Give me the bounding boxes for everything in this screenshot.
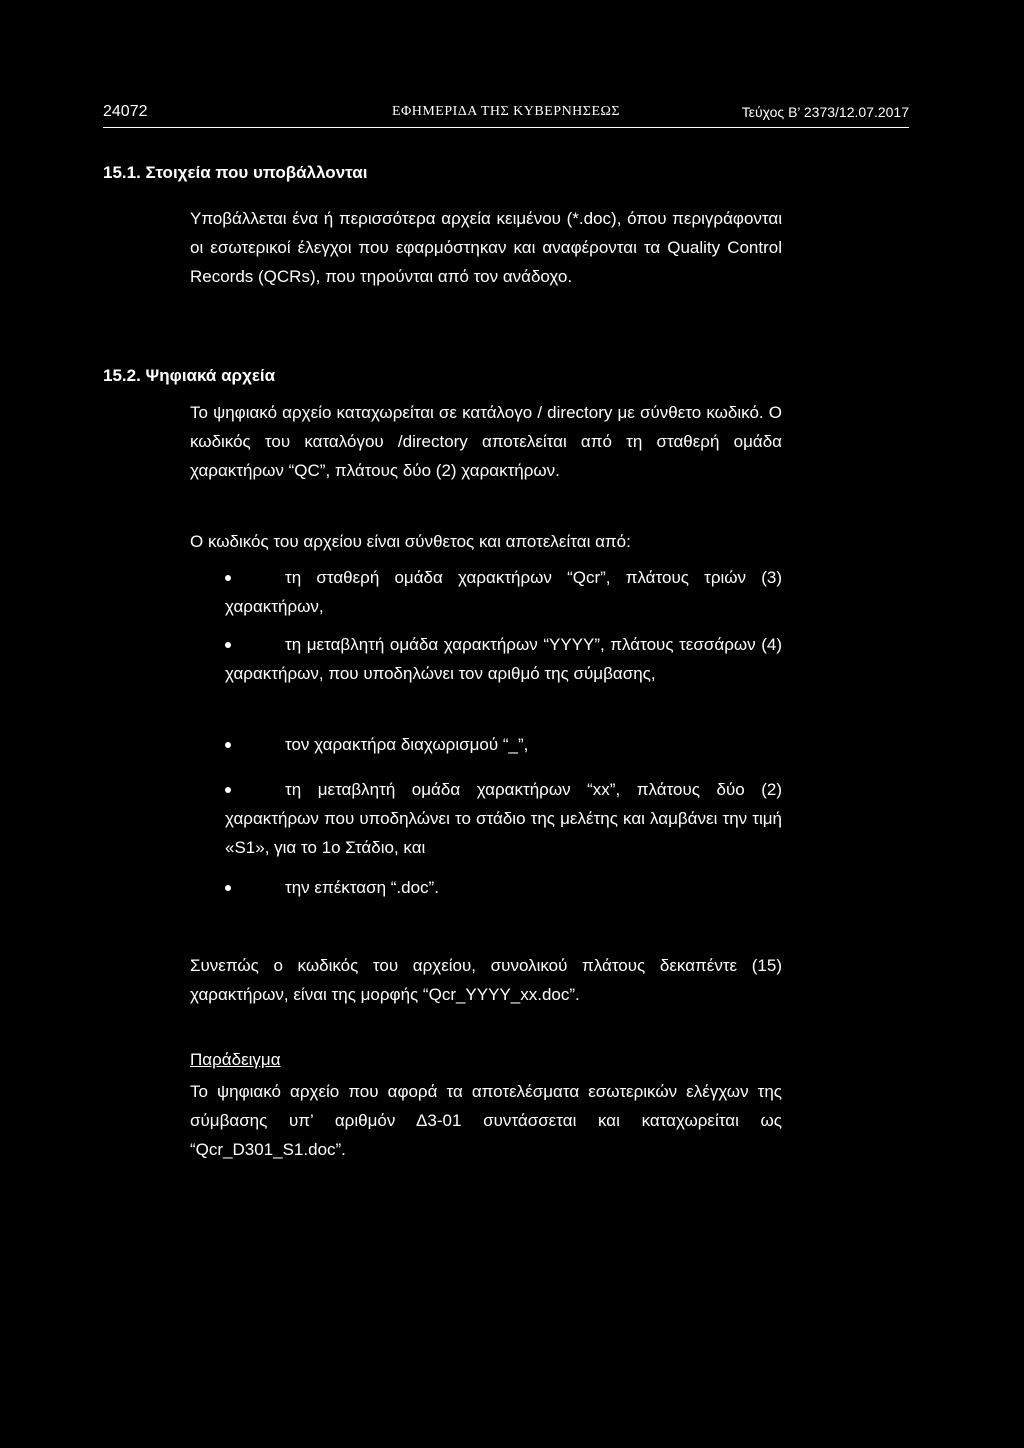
gazette-title: ΕΦΗΜΕΡΙΔΑ ΤΗΣ ΚΥΒΕΡΝΗΣΕΩΣ (391, 104, 621, 119)
example-label: Παράδειγμα (190, 1050, 281, 1069)
list-item-text: τη μεταβλητή ομάδα χαρακτήρων “YYYY”, πλάτους τεσσάρων (4) χαρακτήρων, που υποδηλώνει τον αριθμό της σύμβασης, (225, 635, 782, 683)
list-item-text: τη σταθερή ομάδα χαρακτήρων “Qcr”, πλάτους τριών (3) χαρακτήρων, (225, 568, 782, 616)
list-item-text: τον χαρακτήρα διαχωρισμού “_”, (285, 735, 529, 754)
section-heading-15-2: 15.2. Ψηφιακά αρχεία (103, 366, 276, 385)
bullet-icon (225, 742, 231, 748)
list-item (190, 563, 782, 621)
bullet-icon (225, 575, 231, 581)
list-item (190, 873, 782, 902)
summary-paragraph: Συνεπώς ο κωδικός του αρχείου, συνολικού πλάτους δεκαπέντε (15) χαρακτήρων, είναι της μορφής “Qcr_YYYY_xx.doc”. (190, 956, 782, 1004)
list-item (190, 730, 782, 759)
list-item (190, 630, 782, 688)
issue-info: Τεύχος Β’ 2373/12.07.2017 (741, 104, 909, 120)
list-item-text: τη μεταβλητή ομάδα χαρακτήρων “xx”, πλάτους δύο (2) χαρακτήρων που υποδηλώνει το στάδιο της μελέτης και λαμβάνει την τιμή «S1», για το 1ο Στάδιο, και (225, 780, 782, 857)
bullet-icon (225, 642, 231, 648)
bullet-icon (225, 885, 231, 891)
bullet-icon (225, 787, 231, 793)
list-intro: Ο κωδικός του αρχείου είναι σύνθετος και αποτελείται από: (190, 532, 631, 551)
list-item-text: την επέκταση “.doc”. (285, 878, 439, 897)
example-paragraph: Το ψηφιακό αρχείο που αφορά τα αποτελέσματα εσωτερικών ελέγχων της σύμβασης υπ’ αριθμόν Δ3-01 συντάσσεται και καταχωρείται ως “Qcr_D301_S1.doc”. (190, 1082, 782, 1159)
list-item (190, 775, 782, 862)
page-header (103, 101, 909, 128)
page-number: 24072 (103, 103, 148, 120)
section-heading-15-1: 15.1. Στοιχεία που υποβάλλονται (103, 163, 368, 182)
section-paragraph: Υποβάλλεται ένα ή περισσότερα αρχεία κειμένου (*.doc), όπου περιγράφονται οι εσωτερικοί έλεγχοι που εφαρμόστηκαν και αναφέρονται τα Quality Control Records (QCRs), που τηρούνται από τον ανάδοχο. (190, 209, 782, 286)
section-paragraph: Το ψηφιακό αρχείο καταχωρείται σε κατάλογο / directory με σύνθετο κωδικό. Ο κωδικός του καταλόγου /directory αποτελείται από τη σταθερή ομάδα χαρακτήρων “QC”, πλάτους δύο (2) χαρακτήρων. (190, 403, 782, 480)
